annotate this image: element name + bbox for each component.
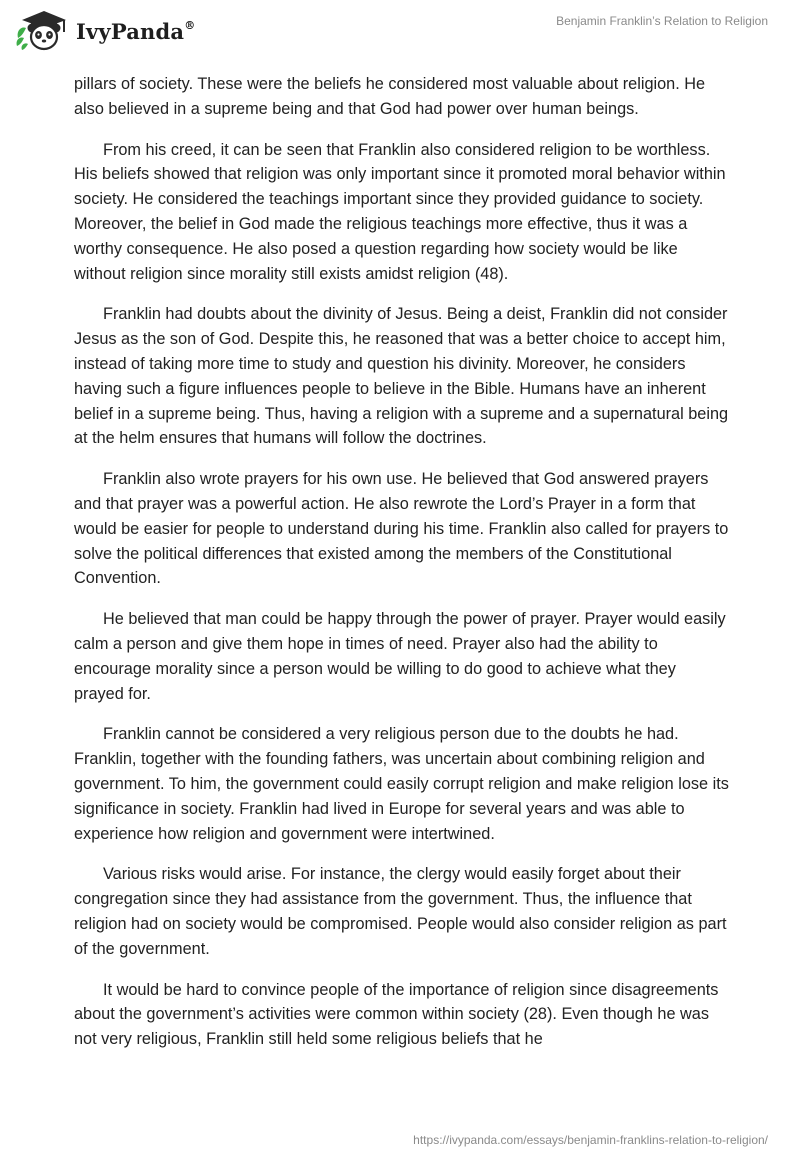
- paragraph: It would be hard to convince people of the importance of religion since disagreements about the government’s activities were common within society (28). Even though he was not very religious, Franklin still held some religious beliefs that he: [74, 980, 719, 1049]
- paragraph: Franklin also wrote prayers for his own use. He believed that God answered prayers and that prayer was a powerful action. He also rewrote the Lord’s Prayer in a form that would be easier for people to understand during his time. Franklin also called for prayers to solve the political differences that existed among the members of the Constitutional Convention.: [74, 470, 729, 588]
- brand-name: IvyPanda®: [76, 18, 196, 44]
- paragraph: From his creed, it can be seen that Franklin also considered religion to be worthless. His beliefs showed that religion was only important since it promoted moral behavior within society. He considered the teachings important since they provided guidance to society. Moreover, the belief in God made the religious teachings more effective, thus it was a worthy consequence. He also posed a question regarding how society would be like without religion since morality still exists amidst religion (48).: [74, 140, 726, 283]
- document-title: Benjamin Franklin’s Relation to Religion: [556, 14, 768, 28]
- source-url[interactable]: https://ivypanda.com/essays/benjamin-franklins-relation-to-religion/: [413, 1133, 768, 1147]
- paragraph: pillars of society. These were the beliefs he considered most valuable about religion. He also believed in a supreme being and that God had power over human beings.: [74, 75, 706, 118]
- paragraph: Various risks would arise. For instance, the clergy would easily forget about their congregation since they had assistance from the government. Thus, the influence that religion had on society would be compromised. People would also consider religion as part of the government.: [74, 865, 727, 958]
- ivypanda-logo[interactable]: [14, 8, 195, 52]
- paragraph: Franklin cannot be considered a very religious person due to the doubts he had. Franklin, together with the founding fathers, was uncertain about combining religion and government. To him, the government could easily corrupt religion and make religion lose its significance in society. Franklin had lived in Europe for several years and was able to experience how religion and government were intertwined.: [74, 725, 729, 843]
- paragraph: He believed that man could be happy through the power of prayer. Prayer would easily calm a person and give them hope in times of need. Prayer also had the ability to encourage morality since a person would be willing to do good to achieve what they prayed for.: [74, 610, 726, 703]
- panda-graduate-icon: [14, 8, 70, 52]
- page-header: [0, 0, 800, 70]
- essay-body: [74, 72, 729, 1068]
- paragraph: Franklin had doubts about the divinity of Jesus. Being a deist, Franklin did not consider Jesus as the son of God. Despite this, he reasoned that was a better choice to accept him, instead of taking more time to study and question his divinity. Moreover, he considers having such a figure influences people to believe in the Bible. Humans have an inherent belief in a supreme being. Thus, having a religion with a supreme and a supernatural being at the helm ensures that humans will follow the doctrines.: [74, 305, 729, 448]
